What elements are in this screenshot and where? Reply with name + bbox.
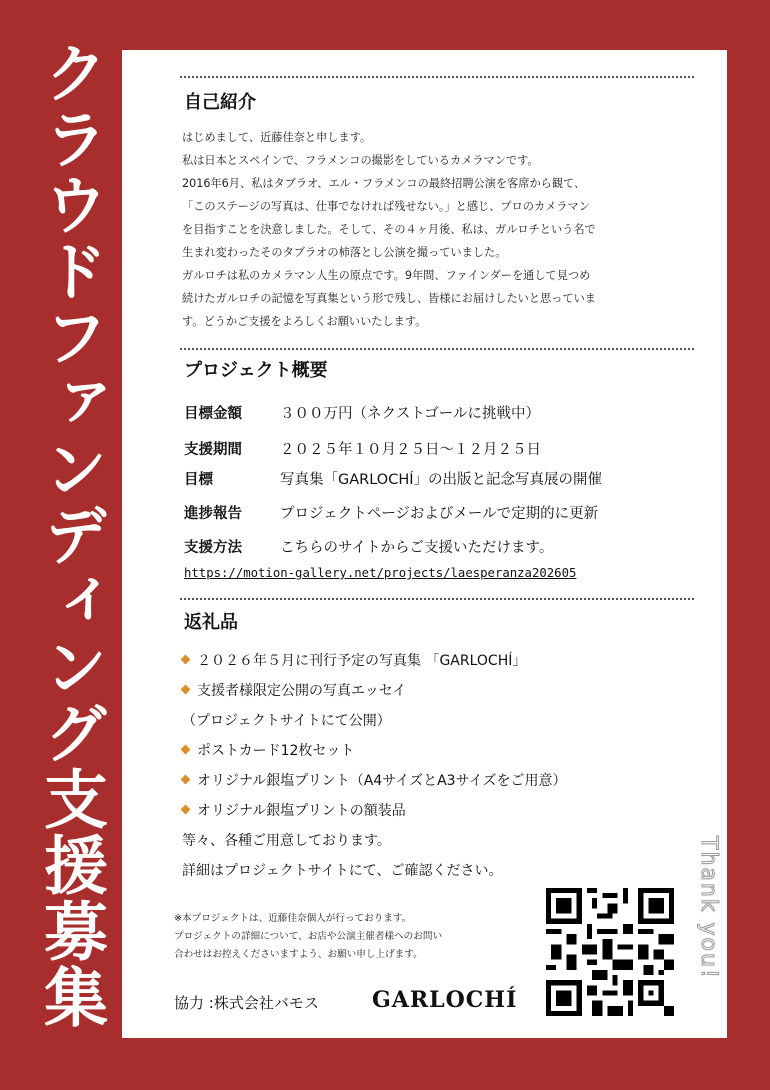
row-value: プロジェクトページおよびメールで定期的に更新: [280, 506, 599, 522]
intro-line: はじめまして、近藤佳奈と申します。: [182, 131, 372, 144]
intro-line: 生まれ変わったそのタブラオの柿落とし公演を撮っていました。: [182, 246, 507, 259]
project-row-progress: [184, 502, 598, 523]
project-row-period: [184, 438, 541, 459]
row-key: 目標金額: [184, 406, 242, 422]
note-line: プロジェクトの詳細について、お店や公演主催者様へのお問い: [174, 931, 443, 942]
reward-item-sub: （プロジェクトサイトにて公開）: [182, 713, 391, 729]
bullet-icon: [181, 745, 191, 755]
row-key: 目標: [184, 472, 213, 488]
vertical-title: クラウドファンディング支援募集: [33, 40, 107, 1030]
intro-text: [182, 126, 702, 333]
bullet-icon: [181, 805, 191, 815]
bullet-icon: [181, 685, 191, 695]
project-url-link[interactable]: https://motion-gallery.net/projects/laesperanza202605: [184, 566, 577, 580]
reward-item: ポストカード12枚セット: [182, 740, 354, 760]
intro-line: 続けたガルロチの記憶を写真集という形で残し、皆様にお届けしたいと思っていま: [182, 292, 596, 305]
reward-item: オリジナル銀塩プリントの額装品: [182, 800, 406, 820]
rewards-closing: 等々、各種ご用意しております。: [182, 833, 391, 849]
note-line: 合わせはお控えくださいますよう、お願い申し上げます。: [174, 949, 423, 960]
credit-text: 協力 :株式会社バモス: [174, 994, 319, 1012]
project-row-goal: [184, 468, 602, 489]
intro-line: ガルロチは私のカメラマン人生の原点です。9年間、ファインダーを通して見つめ: [182, 269, 591, 282]
project-row-goal-amount: [184, 402, 540, 423]
reward-item: オリジナル銀塩プリント（A4サイズとA3サイズをご用意）: [182, 770, 566, 790]
intro-line: 私は日本とスペインで、フラメンコの撮影をしているカメラマンです。: [182, 154, 539, 167]
reward-item: 支援者様限定公開の写真エッセイ: [182, 680, 406, 700]
intro-line: を目指すことを決意しました。そして、その４ヶ月後、私は、ガルロチという名で: [182, 223, 596, 236]
note-line: ※本プロジェクトは、近藤佳奈個人が行っております。: [174, 913, 412, 924]
row-key: 進捗報告: [184, 506, 242, 522]
garlochi-logo: GARLOCHÍ: [372, 987, 518, 1013]
row-value: ３００万円（ネクストゴールに挑戦中）: [280, 406, 540, 422]
intro-line: す。どうかご支援をよろしくお願いいたします。: [182, 315, 427, 328]
rewards-closing: 詳細はプロジェクトサイトにて、ご確認ください。: [182, 863, 503, 879]
disclaimer-note: [174, 910, 442, 964]
intro-heading: 自己紹介: [184, 92, 256, 113]
qr-code-icon[interactable]: [546, 888, 674, 1016]
rewards-heading: 返礼品: [184, 612, 238, 633]
row-value: こちらのサイトからご支援いただけます。: [280, 540, 554, 556]
intro-line: 「このステージの写真は、仕事でなければ残せない。」と感じ、プロのカメラマン: [182, 200, 590, 213]
thank-you-text: Thank you!: [696, 836, 721, 980]
bullet-icon: [181, 775, 191, 785]
divider: [180, 76, 694, 78]
row-value: 写真集「GARLOCHÍ」の出版と記念写真展の開催: [280, 472, 603, 488]
content-card: [122, 50, 727, 1038]
row-value: ２０２５年１０月２５日〜１２月２５日: [280, 442, 541, 458]
row-key: 支援方法: [184, 540, 242, 556]
bullet-icon: [181, 655, 191, 665]
intro-line: 2016年6月、私はタブラオ、エル・フラメンコの最終招聘公演を客席から観て、: [182, 177, 586, 190]
divider: [180, 348, 694, 350]
divider: [180, 598, 694, 600]
reward-item: ２０２６年５月に刊行予定の写真集 「GARLOCHÍ」: [182, 650, 526, 670]
row-key: 支援期間: [184, 442, 242, 458]
project-row-method: [184, 536, 553, 557]
project-heading: プロジェクト概要: [184, 360, 328, 381]
